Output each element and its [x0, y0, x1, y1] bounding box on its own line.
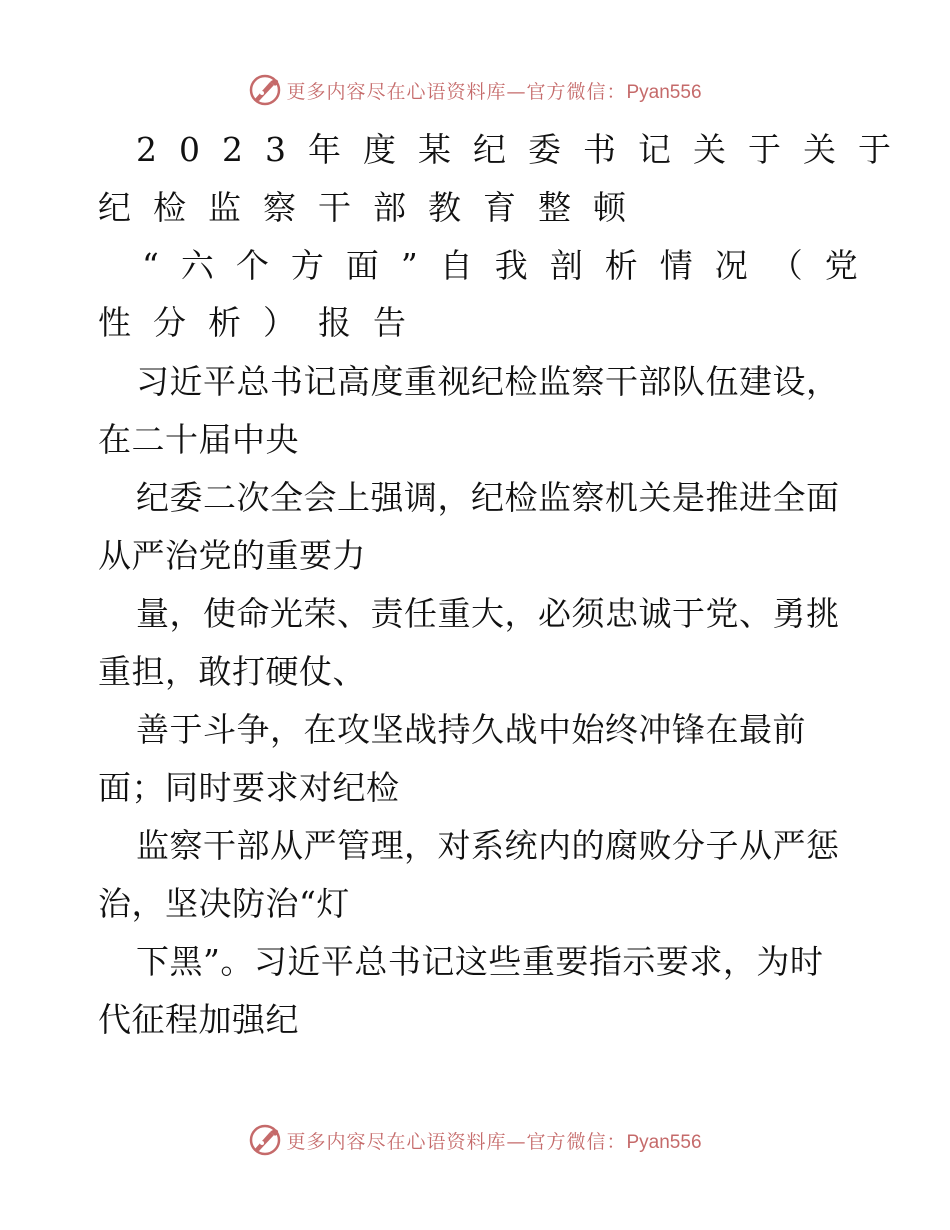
watermark-wechat-id: Pyan556 — [626, 81, 702, 103]
title-line-3: “六个方面”自我剖析情况（党 — [142, 246, 880, 285]
title-line-2: 纪检监察干部教育整顿 — [98, 188, 648, 227]
paragraph-line-5: 量，使命光荣、责任重大，必须忠诚于党、勇挑 — [136, 594, 840, 633]
paragraph-line-10: 治，坚决防治“灯 — [98, 884, 350, 923]
title-line-4: 性分析）报告 — [98, 303, 428, 342]
paragraph-line-8: 面；同时要求对纪检 — [98, 768, 400, 807]
quill-pen-logo-icon — [248, 73, 282, 107]
paragraph-line-3: 纪委二次全会上强调，纪检监察机关是推进全面 — [136, 478, 840, 517]
paragraph-line-1: 习近平总书记高度重视纪检监察干部队伍建设， — [136, 362, 840, 401]
paragraph-line-4: 从严治党的重要力 — [98, 536, 366, 575]
title-line-1: 2023年度某纪委书记关于关于 — [136, 130, 913, 169]
quill-pen-logo-icon — [248, 1123, 282, 1157]
paragraph-line-9: 监察干部从严管理，对系统内的腐败分子从严惩 — [136, 826, 840, 865]
paragraph-line-12: 代征程加强纪 — [98, 1000, 299, 1039]
watermark-text: 更多内容尽在心语资料库—官方微信： — [286, 80, 627, 103]
paragraph-line-11: 下黑”。习近平总书记这些重要指示要求，为时 — [136, 942, 824, 981]
watermark-text: 更多内容尽在心语资料库—官方微信： — [286, 1130, 627, 1153]
watermark-wechat-id: Pyan556 — [626, 1131, 702, 1153]
paragraph-line-2: 在二十届中央 — [98, 420, 299, 459]
paragraph-line-6: 重担，敢打硬仗、 — [98, 652, 366, 691]
paragraph-line-7: 善于斗争，在攻坚战持久战中始终冲锋在最前 — [136, 710, 806, 749]
header-watermark — [0, 68, 950, 112]
footer-watermark — [0, 1118, 950, 1162]
